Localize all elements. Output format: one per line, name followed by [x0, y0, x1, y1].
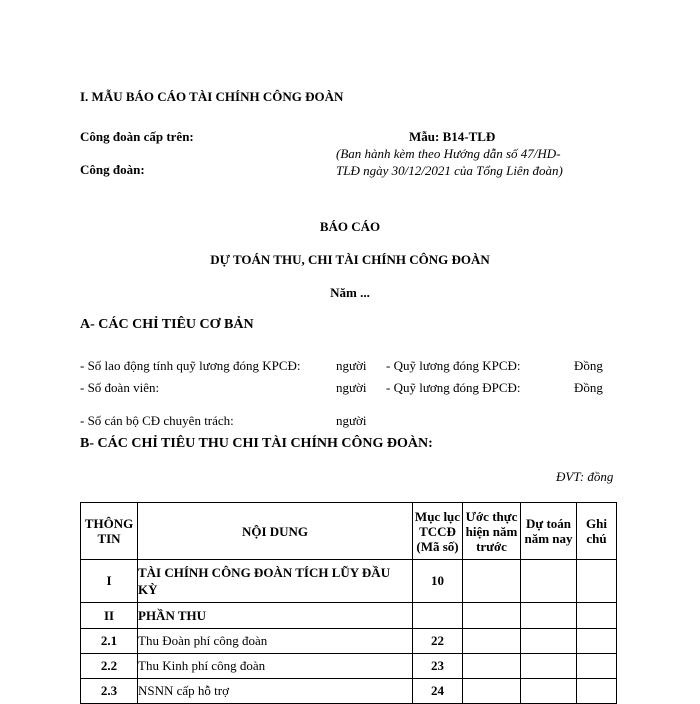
row-prev-year-cell: [463, 654, 521, 679]
header-content: NỘI DUNG: [138, 503, 413, 560]
unit-note: ĐVT: đồng: [556, 469, 614, 484]
row-stt: 2.1: [81, 629, 138, 654]
kpcd-salary-fund-label: - Quỹ lương đóng KPCĐ:: [386, 358, 521, 373]
header-info: THÔNG TIN: [81, 503, 138, 560]
row-prev-year-cell: [463, 629, 521, 654]
header-note: Ghi chú: [577, 503, 617, 560]
dpcd-salary-fund-unit: Đồng: [574, 380, 603, 395]
row-prev-year-cell: [463, 560, 521, 603]
staff-count-unit: người: [336, 413, 367, 428]
table-row: [81, 629, 617, 654]
row-stt: I: [81, 560, 138, 603]
row-code: [413, 603, 463, 629]
issued-note-line1: (Ban hành kèm theo Hướng dẫn số 47/HD-: [336, 146, 561, 161]
row-code: 23: [413, 654, 463, 679]
year-line: Năm ...: [330, 285, 370, 300]
form-code: Mẫu: B14-TLĐ: [409, 129, 496, 144]
row-code: 24: [413, 679, 463, 704]
section-b-heading: B- CÁC CHỈ TIÊU THU CHI TÀI CHÍNH CÔNG ĐOÀN:: [80, 436, 433, 451]
row-note-cell: [577, 629, 617, 654]
header-prev-year-estimate: Ước thực hiện năm trước: [463, 503, 521, 560]
row-content: NSNN cấp hỗ trợ: [138, 679, 413, 704]
row-note-cell: [577, 603, 617, 629]
row-stt: 2.3: [81, 679, 138, 704]
row-budget-cell: [521, 654, 577, 679]
staff-count-label: - Số cán bộ CĐ chuyên trách:: [80, 413, 234, 428]
row-content: TÀI CHÍNH CÔNG ĐOÀN TÍCH LŨY ĐẦU KỲ: [138, 560, 413, 603]
row-budget-cell: [521, 629, 577, 654]
header-this-year-budget: Dự toán năm nay: [521, 503, 577, 560]
finance-table: [80, 502, 617, 704]
labor-count-label: - Số lao động tính quỹ lương đóng KPCĐ:: [80, 358, 301, 373]
table-row: [81, 560, 617, 603]
union-label: Công đoàn:: [80, 162, 145, 177]
row-content: Thu Kinh phí công đoàn: [138, 654, 413, 679]
row-note-cell: [577, 654, 617, 679]
dpcd-salary-fund-label: - Quỹ lương đóng ĐPCĐ:: [386, 380, 521, 395]
row-code: 22: [413, 629, 463, 654]
row-code: 10: [413, 560, 463, 603]
table-row: [81, 654, 617, 679]
superior-union-label: Công đoàn cấp trên:: [80, 129, 194, 144]
table-row: [81, 603, 617, 629]
row-stt: II: [81, 603, 138, 629]
row-stt: 2.2: [81, 654, 138, 679]
row-prev-year-cell: [463, 603, 521, 629]
row-budget-cell: [521, 603, 577, 629]
issued-note-line2: TLĐ ngày 30/12/2021 của Tổng Liên đoàn): [336, 163, 563, 178]
kpcd-salary-fund-unit: Đồng: [574, 358, 603, 373]
row-note-cell: [577, 560, 617, 603]
labor-count-unit: người: [336, 358, 367, 373]
report-title: BÁO CÁO: [319, 219, 381, 234]
section-a-heading: A- CÁC CHỈ TIÊU CƠ BẢN: [80, 317, 254, 332]
header-code: Mục lục TCCĐ (Mã số): [413, 503, 463, 560]
section-title: I. MẪU BÁO CÁO TÀI CHÍNH CÔNG ĐOÀN: [80, 89, 344, 104]
table-header-row: [81, 503, 617, 560]
row-content: Thu Đoàn phí công đoàn: [138, 629, 413, 654]
member-count-label: - Số đoàn viên:: [80, 380, 160, 395]
row-budget-cell: [521, 560, 577, 603]
report-subtitle: DỰ TOÁN THU, CHI TÀI CHÍNH CÔNG ĐOÀN: [210, 252, 490, 267]
member-count-unit: người: [336, 380, 367, 395]
row-content: PHẦN THU: [138, 603, 413, 629]
